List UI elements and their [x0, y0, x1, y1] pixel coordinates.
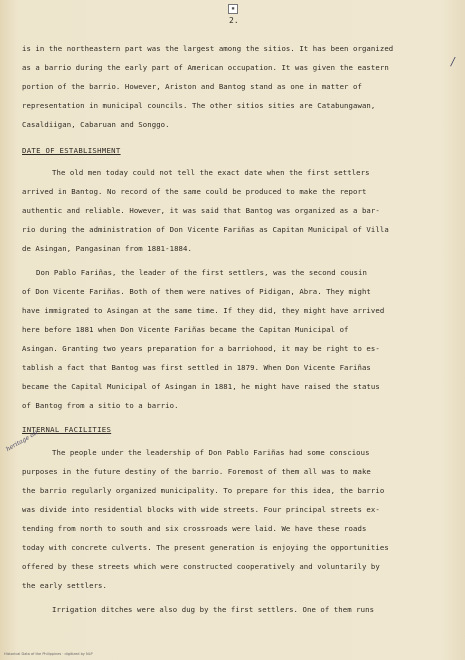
- text-line: Asingan. Granting two years preparation for a barriohood, it may be right to es-: [22, 344, 380, 353]
- scan-marker-icon: ▪: [228, 4, 238, 14]
- text-line: tablish a fact that Bantog was first settled in 1879. When Don Vicente Fariñas: [22, 363, 371, 372]
- handwritten-margin-mark: /: [451, 55, 455, 68]
- text-line: The old men today could not tell the exact date when the first settlers: [52, 168, 370, 177]
- text-line: de Asingan, Pangasinan from 1881-1884.: [22, 244, 192, 253]
- text-line: today with concrete culverts. The present generation is enjoying the opportunities: [22, 543, 389, 552]
- text-line: authentic and reliable. However, it was said that Bantog was organized as a bar-: [22, 206, 380, 215]
- text-line: tending from north to south and six crossroads were laid. We have these roads: [22, 524, 367, 533]
- text-line: Don Pablo Fariñas, the leader of the first settlers, was the second cousin: [36, 268, 368, 277]
- text-line: of Bantog from a sitio to a barrio.: [22, 401, 179, 410]
- text-line: the barrio regularly organized municipality. To prepare for this idea, the barrio: [22, 486, 385, 495]
- section-heading: DATE OF ESTABLISHMENT: [22, 146, 121, 155]
- scan-footer: Historical Data of the Philippines · digitized by NLP: [4, 652, 93, 656]
- text-line: The people under the leadership of Don Pablo Fariñas had some conscious: [52, 448, 370, 457]
- text-line: is in the northeastern part was the largest among the sitios. It has been organized: [22, 44, 394, 53]
- text-line: have immigrated to Asingan at the same time. If they did, they might have arrived: [22, 306, 385, 315]
- text-line: arrived in Bantog. No record of the same could be produced to make the report: [22, 187, 367, 196]
- text-line: purposes in the future destiny of the barrio. Foremost of them all was to make: [22, 467, 371, 476]
- section-heading: INTERNAL FACILITIES: [22, 425, 112, 434]
- text-line: as a barrio during the early part of American occupation. It was given the eastern: [22, 63, 389, 72]
- text-line: portion of the barrio. However, Ariston and Bantog stand as one in matter of: [22, 82, 362, 91]
- handwritten-margin-note: heritage ott: [5, 429, 40, 454]
- text-line: Casaldiigan, Cabaruan and Songgo.: [22, 120, 170, 129]
- text-line: offered by these streets which were constructed cooperatively and voluntarily by: [22, 562, 380, 571]
- text-line: the early settlers.: [22, 581, 107, 590]
- text-line: of Don Vicente Fariñas. Both of them were natives of Pidigan, Abra. They might: [22, 287, 371, 296]
- text-line: Irrigation ditches were also dug by the first settlers. One of them runs: [52, 605, 375, 614]
- text-line: rio during the administration of Don Vicente Fariñas as Capitan Municipal of Villa: [22, 225, 389, 234]
- text-line: became the Capital Municipal of Asingan in 1881, he might have raised the status: [22, 382, 380, 391]
- text-line: representation in municipal councils. The other sitios sities are Catabungawan,: [22, 101, 376, 110]
- text-line: here before 1881 when Don Vicente Fariñas became the Capitan Municipal of: [22, 325, 349, 334]
- text-line: was divide into residential blocks with wide streets. Four principal streets ex-: [22, 505, 380, 514]
- page-number: 2.: [229, 16, 239, 25]
